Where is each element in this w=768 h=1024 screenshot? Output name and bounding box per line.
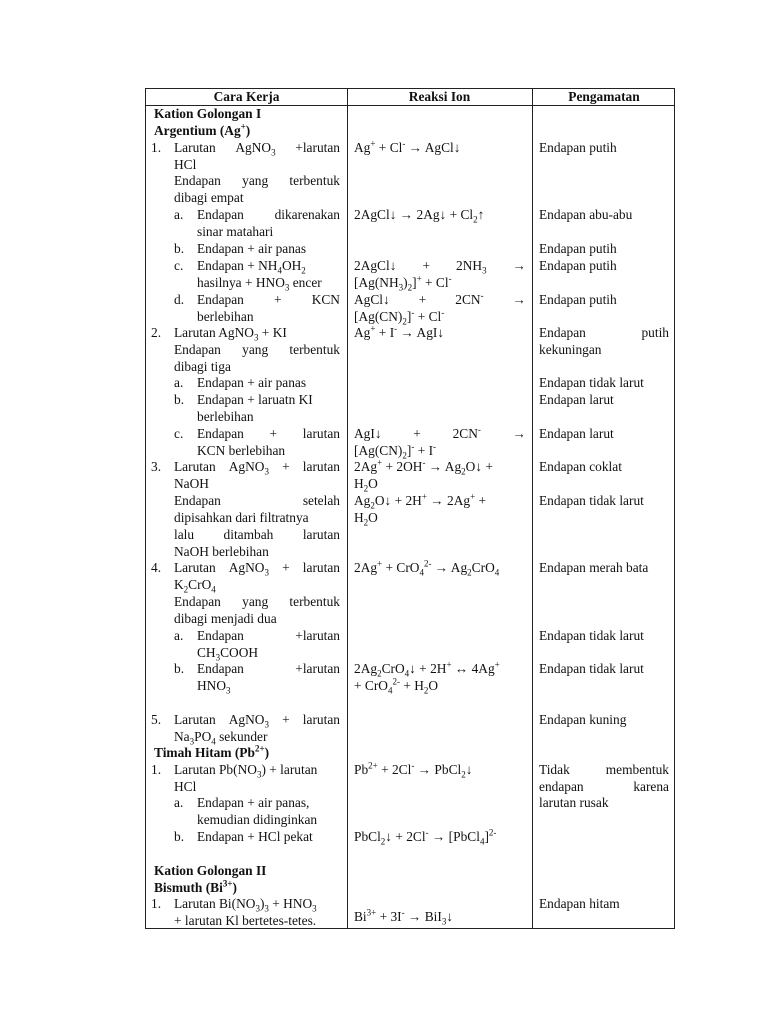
step-number: 1. — [151, 896, 162, 911]
observation: Tidak membentuk — [539, 762, 669, 777]
sub-step-text: Endapan + air panas, — [197, 795, 310, 810]
ion-reaction: 2AgCl↓ → 2Ag↓ + $Cl_2↑$ — [354, 207, 485, 225]
ion-reaction: $2Ag_2CrO_4↓ + 2H^+$ ↔ 4Ag+ — [354, 659, 500, 679]
step-number: 5. — [151, 712, 162, 727]
step-number: 3. — [151, 459, 162, 474]
sub-step-text: Endapan + larutan — [197, 426, 340, 441]
observation: kekuningan — [539, 342, 602, 357]
observation: Endapan tidak larut — [539, 661, 644, 676]
sub-step-text: $HNO_3$ — [197, 678, 231, 696]
sub-step-letter: b. — [174, 241, 185, 256]
step-text: NaOH — [174, 476, 209, 491]
sub-step-letter: a. — [174, 207, 184, 222]
step-number: 1. — [151, 140, 162, 155]
step-text: Larutan AgNO$_3$ + KI — [174, 325, 287, 343]
sub-step-text: Endapan + laruatn KI — [197, 392, 313, 407]
observation: Endapan tidak larut — [539, 375, 644, 390]
sub-step-letter: a. — [174, 628, 184, 643]
step-text: HCl — [174, 779, 197, 794]
step-text: Larutan AgNO$_3$ + larutan — [174, 459, 340, 477]
sub-step-letter: b. — [174, 392, 185, 407]
section-title: Kation Golongan I — [154, 106, 262, 121]
ion-reaction: + $CrO_4^{2-} + H_2O$ — [354, 676, 439, 696]
header-reaksi-ion: Reaksi Ion — [408, 89, 471, 104]
sub-step-text: hasilnya + $HNO_3$ encer — [197, 275, 322, 293]
sub-step-letter: b. — [174, 661, 185, 676]
step-text: dibagi menjadi dua — [174, 611, 277, 626]
observation: Endapan larut — [539, 426, 614, 441]
column-divider — [347, 89, 348, 928]
sub-step-text: berlebihan — [197, 309, 254, 324]
ion-heading: Argentium (Ag+) — [154, 121, 251, 138]
observation: Endapan putih — [539, 258, 617, 273]
observation: endapan karena — [539, 779, 669, 794]
ion-reaction: AgCl↓ + 2CN- → — [354, 290, 526, 307]
observation: Endapan coklat — [539, 459, 622, 474]
sub-step-letter: c. — [174, 426, 184, 441]
observation: Endapan putih — [539, 140, 617, 155]
header-cara-kerja: Cara Kerja — [213, 89, 280, 104]
sub-step-text: Endapan + KCN — [197, 292, 340, 307]
ion-reaction: $[Ag(CN)_2]^- + I^-$ — [354, 441, 437, 461]
step-text: Larutan $Pb(NO_3)$ + larutan — [174, 762, 318, 780]
step-text: Endapan yang terbentuk — [174, 594, 340, 609]
ion-reaction: $Bi^{3+} + 3I^-$ → BiI$_3$↓ — [354, 907, 454, 927]
observation: Endapan putih — [539, 292, 617, 307]
sub-step-text: Endapan + air panas — [197, 375, 307, 390]
sub-step-text: KCN berlebihan — [197, 443, 286, 458]
observation: Endapan tidak larut — [539, 628, 644, 643]
ion-reaction: $[Ag(CN)_2]^- + Cl^-$ — [354, 307, 445, 327]
sub-step-letter: a. — [174, 375, 184, 390]
column-divider — [532, 89, 533, 928]
observation: Endapan hitam — [539, 896, 620, 911]
observation: Endapan abu-abu — [539, 207, 633, 222]
step-text: + larutan Kl bertetes-tetes. — [174, 913, 317, 928]
ion-reaction: PbCl$_2$↓ + 2Cl- → [PbCl$_4$]$^{2-}$ — [354, 827, 497, 847]
header-pengamatan: Pengamatan — [568, 89, 640, 104]
ion-reaction: Ag+ + Cl- → AgCl↓ — [354, 138, 461, 155]
step-text: HCl — [174, 157, 197, 172]
step-text: dipisahkan dari filtratnya — [174, 510, 309, 525]
observation: Endapan tidak larut — [539, 493, 644, 508]
step-number: 1. — [151, 762, 162, 777]
step-number: 2. — [151, 325, 162, 340]
ion-reaction: $[Ag(NH_3)_2]^+ + Cl^-$ — [354, 273, 452, 293]
sub-step-text: Endapan + air panas — [197, 241, 307, 256]
ion-reaction: $H_2O$ — [354, 476, 378, 494]
ion-reaction: 2AgCl↓ + $2NH_3$ → — [354, 258, 526, 276]
step-text: Larutan AgNO$_3$ + larutan — [174, 712, 340, 730]
observation: Endapan putih — [539, 325, 669, 340]
ion-heading: Timah Hitam $(Pb^{2+})$ — [154, 743, 270, 760]
step-text: Larutan AgNO$_3$ + larutan — [174, 560, 340, 578]
sub-step-text: berlebihan — [197, 409, 254, 424]
sub-step-text: Endapan +larutan — [197, 628, 340, 643]
step-text: $K_2CrO_4$ — [174, 577, 216, 595]
sub-step-text: $CH_3COOH$ — [197, 645, 259, 663]
observation: Endapan putih — [539, 241, 617, 256]
section-title: Kation Golongan II — [154, 863, 267, 878]
ion-reaction: $H_2O$ — [354, 510, 378, 528]
sub-step-text: sinar matahari — [197, 224, 274, 239]
observation: Endapan larut — [539, 392, 614, 407]
ion-reaction: AgI↓ + 2CN- → — [354, 424, 526, 441]
sub-step-text: Endapan +larutan — [197, 661, 340, 676]
ion-reaction: $2Ag^+ + CrO_4^{2-} \to Ag_2CrO_4$ — [354, 558, 500, 578]
ion-reaction: $2Ag^+ + 2OH^- \to Ag_2O↓$ + — [354, 457, 493, 477]
sub-step-letter: c. — [174, 258, 184, 273]
sub-step-letter: b. — [174, 829, 185, 844]
step-text: NaOH berlebihan — [174, 544, 269, 559]
step-text: Endapan setelah — [174, 493, 340, 508]
ion-reaction: $Ag_2O↓ + 2H^+ \to 2Ag^+$ + — [354, 491, 487, 511]
step-text: dibagi tiga — [174, 359, 231, 374]
sub-step-letter: a. — [174, 795, 184, 810]
step-text: Endapan yang terbentuk — [174, 342, 340, 357]
sub-step-text: Endapan + HCl pekat — [197, 829, 313, 844]
sub-step-text: kemudian didinginkan — [197, 812, 318, 827]
ion-reaction: Ag+ + I- → AgI↓ — [354, 323, 445, 340]
observation: Endapan kuning — [539, 712, 627, 727]
step-text: Larutan AgNO$_3$ +larutan — [174, 140, 340, 158]
step-text: lalu ditambah larutan — [174, 527, 340, 542]
step-text: Endapan yang terbentuk — [174, 173, 340, 188]
sub-step-text: Endapan + $NH_4OH_2$ — [197, 258, 306, 276]
ion-reaction: $Pb^{2+} + 2Cl^-$ → PbCl$_2$↓ — [354, 760, 473, 780]
reaction-table — [145, 88, 675, 929]
observation: larutan rusak — [539, 795, 609, 810]
step-text: $Na_3PO_4$ sekunder — [174, 729, 268, 747]
sub-step-text: Endapan dikarenakan — [197, 207, 340, 222]
step-text: dibagi empat — [174, 190, 244, 205]
sub-step-letter: d. — [174, 292, 185, 307]
step-text: Larutan $Bi(NO_3)_3 + HNO_3$ — [174, 896, 317, 914]
observation: Endapan merah bata — [539, 560, 649, 575]
step-number: 4. — [151, 560, 162, 575]
ion-heading: Bismuth $(Bi^{3+})$ — [154, 878, 237, 895]
